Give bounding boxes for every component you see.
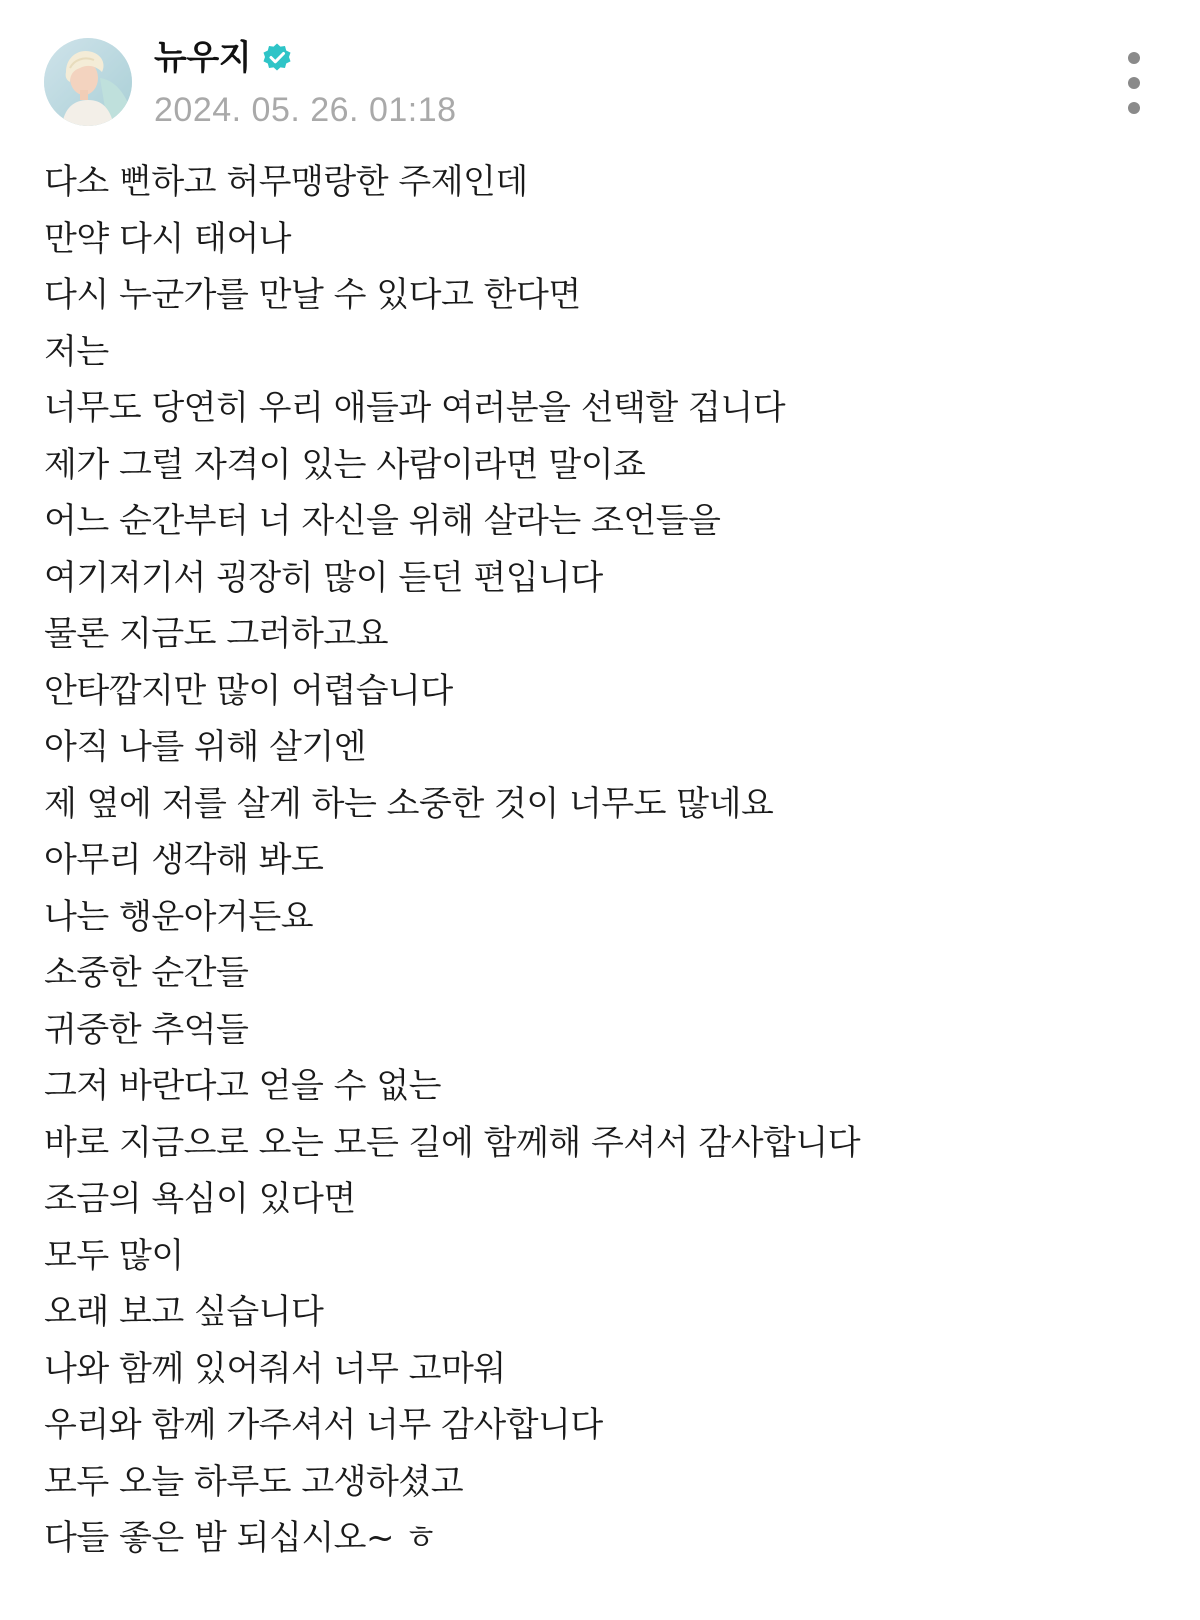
post-text-line: 아무리 생각해 봐도 [44, 840, 324, 880]
post-text-line: 여기저기서 굉장히 많이 듣던 편입니다 [44, 557, 603, 598]
post-text-line: 물론 지금도 그러하고요 [44, 614, 389, 654]
post-text-line: 다소 뻔하고 허무맹랑한 주제인데 [44, 162, 528, 202]
post-header [44, 38, 1156, 130]
post-text-line: 나와 함께 있어줘서 너무 고마워 [44, 1348, 506, 1389]
post-text-line: 제가 그럴 자격이 있는 사람이라면 말이죠 [44, 444, 646, 485]
more-vertical-icon-dot [1128, 102, 1140, 114]
post-text-line: 다시 누군가를 만날 수 있다고 한다면 [44, 275, 581, 315]
post-text-line: 어느 순간부터 너 자신을 위해 살라는 조언들을 [44, 501, 721, 541]
post-text-line: 바로 지금으로 오는 모든 길에 함께해 주셔서 감사합니다 [44, 1122, 861, 1163]
more-options-button[interactable] [1112, 52, 1156, 114]
post-text-line: 귀중한 추억들 [44, 1009, 249, 1050]
post-text-line: 오래 보고 싶습니다 [44, 1292, 324, 1332]
post-text-line: 우리와 함께 가주셔서 너무 감사합니다 [44, 1405, 603, 1445]
post-timestamp: 2024. 05. 26. 01:18 [154, 91, 457, 129]
post-text-line: 안타깝지만 많이 어렵습니다 [44, 670, 453, 711]
verified-badge-icon [261, 42, 293, 74]
post-text-line: 제 옆에 저를 살게 하는 소중한 것이 너무도 많네요 [44, 783, 774, 824]
post-body [44, 154, 1164, 1567]
post-text-line: 만약 다시 태어나 [44, 218, 292, 259]
post-text-line: 너무도 당연히 우리 애들과 여러분을 선택할 겁니다 [44, 388, 786, 428]
avatar-image [44, 38, 132, 126]
post-text-line: 나는 행운아거든요 [44, 896, 314, 937]
post-text-line: 다들 좋은 밤 되십시오~ ㅎ [44, 1518, 437, 1558]
more-vertical-icon [1128, 52, 1140, 64]
post-text-line: 모두 오늘 하루도 고생하셨고 [44, 1461, 464, 1502]
post-text-line: 그저 바란다고 얻을 수 없는 [44, 1066, 442, 1106]
post-text-line: 모두 많이 [44, 1235, 184, 1276]
more-vertical-icon-dot [1128, 77, 1140, 89]
author-name[interactable]: 뉴우지 [154, 38, 252, 78]
avatar[interactable] [44, 38, 132, 126]
author-name-row [154, 38, 457, 78]
post-text-line: 소중한 순간들 [44, 953, 249, 993]
author-block [154, 38, 457, 130]
post-text-line: 아직 나를 위해 살기엔 [44, 727, 367, 767]
post-text-line: 저는 [44, 331, 109, 372]
post-text-line: 조금의 욕심이 있다면 [44, 1179, 356, 1219]
